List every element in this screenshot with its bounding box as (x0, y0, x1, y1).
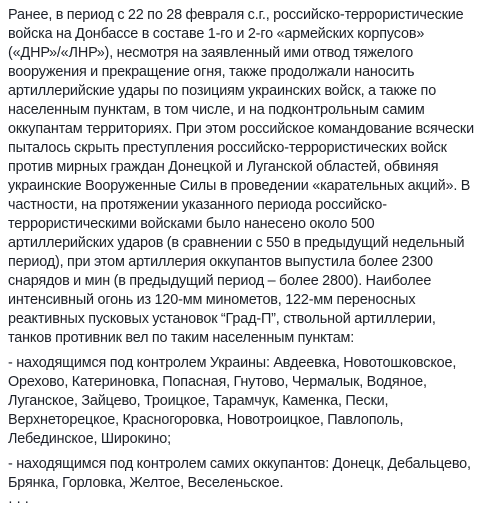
text-line: артиллерийские удары по позициям украинских войск, а также по (8, 83, 437, 99)
text-line: населенным пунктам, в том числе, и на подконтрольным самим (8, 102, 425, 118)
paragraph-ukraine-controlled-list (8, 354, 502, 449)
text-line: пыталось скрыть преступления российско-террористических войск (8, 140, 447, 156)
text-line: реактивных пусковых установок “Град-П”, ствольной артиллерии, (8, 311, 436, 327)
text-line: против мирных граждан Донецкой и Луганской областей, обвиняя (8, 159, 439, 175)
text-line: интенсивный огонь из 120-мм минометов, 122-мм переносных (8, 292, 416, 308)
text-line: период), при этом артиллерия оккупантов выпустила более 2300 (8, 254, 433, 270)
text-line: («ДНР»/«ЛНР»), несмотря на заявленный ими отвод тяжелого (8, 45, 414, 61)
text-line: Верхнеторецкое, Красногоровка, Новотроицкое, Павлополь, (8, 412, 404, 428)
text-line: Брянка, Горловка, Желтое, Веселеньское. (8, 475, 284, 491)
continuation-ellipsis: · · · (8, 494, 30, 510)
paragraph-shelling-summary (8, 6, 502, 348)
text-line: Орехово, Катериновка, Попасная, Гнутово, Чермалык, Водяное, (8, 374, 427, 390)
text-line: Ранее, в период с 22 по 28 февраля с.г., российско-террористические (8, 7, 464, 23)
post-body (8, 6, 502, 512)
text-line: - находящимся под контролем Украины: Авдеевка, Новотошковское, (8, 355, 457, 371)
text-line: оккупантам территориях. При этом российское командование всячески (8, 121, 474, 137)
text-line: - находящимся под контролем самих оккупантов: Донецк, Дебальцево, (8, 456, 471, 472)
text-line: снарядов и мин (в предыдущий период – более 2800). Наиболее (8, 273, 432, 289)
text-line: частности, на протяжении указанного периода российско- (8, 197, 387, 213)
text-line: вооружения и прекращение огня, также продолжали наносить (8, 64, 415, 80)
paragraph-occupant-controlled-list (8, 455, 502, 493)
text-line: террористическими войсками было нанесено около 500 (8, 216, 375, 232)
text-line: танков противник вел по таким населенным пунктам: (8, 330, 355, 346)
text-line: Лебединское, Широкино; (8, 431, 172, 447)
text-line: украинские Вооруженные Силы в проведении «карательных акций». В (8, 178, 471, 194)
text-line: артиллерийских ударов (в сравнении с 550 в предыдущий недельный (8, 235, 465, 251)
text-line: войска на Донбассе в составе 1-го и 2-го «армейских корпусов» (8, 26, 425, 42)
text-line: Луганское, Зайцево, Троицкое, Тарамчук, Каменка, Пески, (8, 393, 389, 409)
